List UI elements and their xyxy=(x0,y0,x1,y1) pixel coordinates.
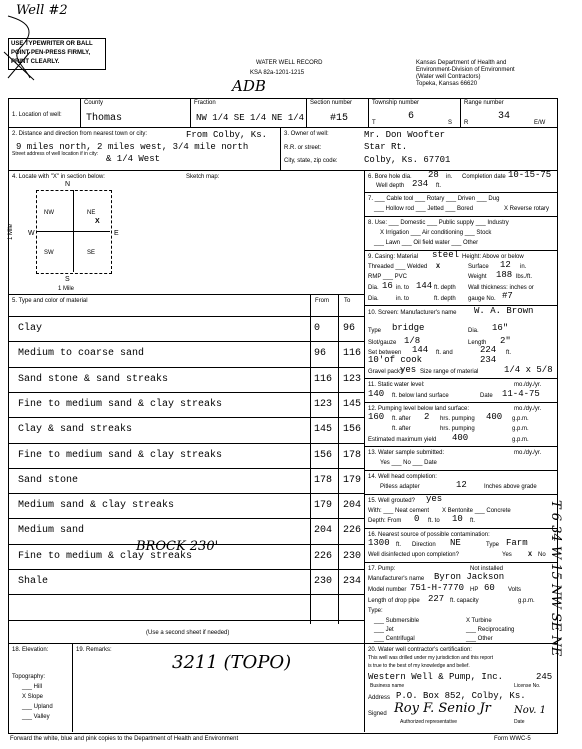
footer-instruction: Forward the white, blue and pink copies to the Department of Health and Environment xyxy=(10,736,239,742)
pump-type-label: Type: xyxy=(368,608,383,614)
yield-value: 400 xyxy=(452,433,469,443)
distance-line2: 9 miles north, 2 miles west, 3/4 mile north xyxy=(16,142,249,152)
casing-ft-depth-2: ft. depth xyxy=(434,296,456,302)
divider xyxy=(8,643,558,644)
pump-label: 17. Pump: xyxy=(368,566,396,572)
materials-row-line xyxy=(8,620,364,621)
screen-cook-to: 234 xyxy=(480,355,497,365)
disinfect-x: X xyxy=(528,552,533,558)
material-name: Shale xyxy=(18,576,49,587)
signed-date-label: Date xyxy=(514,719,525,725)
sketch-label: Sketch map: xyxy=(186,174,220,180)
material-name: Medium sand xyxy=(18,525,85,537)
screen-length-label: Length xyxy=(468,340,487,346)
material-name: Clay xyxy=(18,323,43,334)
material-from: 123 xyxy=(314,398,333,410)
bore-dia: 28 xyxy=(428,170,439,180)
screen-ft-and: ft. and xyxy=(436,350,453,356)
pumping-ft-after-1: ft. after xyxy=(392,416,411,422)
static-level: 140 xyxy=(368,389,385,399)
contractor-text2: is true to the best of my knowledge and belief. xyxy=(368,663,470,669)
use-line1: 8. Use: ___ Domestic ___ Public supply ___ Industry xyxy=(368,220,509,226)
materials-label: 5. Type and color of material xyxy=(12,298,88,304)
range-prefix: R xyxy=(464,120,469,126)
material-from: 226 xyxy=(314,550,333,562)
contractor-license: 245 xyxy=(536,672,553,682)
section-label: Section number xyxy=(310,100,353,106)
screen-set-to: 224 xyxy=(480,345,497,355)
east-label: E xyxy=(114,230,119,237)
material-from: 204 xyxy=(314,525,333,537)
pump-jet: ___ Jet xyxy=(374,627,394,633)
contam-type: Farm xyxy=(506,538,528,548)
sample-label: 13. Water sample submitted: xyxy=(368,450,445,456)
casing-dia-label-1: Dia. xyxy=(368,285,379,291)
pumping-hrs-1: hrs. pumping xyxy=(440,416,475,422)
contam-distance: 1300 xyxy=(368,538,390,548)
use-line2: X Irrigation ___ Air conditioning ___ Stock xyxy=(380,230,492,236)
section-grid xyxy=(36,190,112,274)
divider xyxy=(8,316,364,317)
pumping-after-1: 2 xyxy=(424,412,430,422)
contam-direction-label: Direction xyxy=(412,542,436,548)
materials-row-line xyxy=(8,392,364,393)
material-from: 178 xyxy=(314,474,333,486)
se-label: SE xyxy=(87,250,96,256)
contam-label: 16. Nearest source of possible contamination: xyxy=(368,532,490,538)
yield-unit: g.p.m. xyxy=(512,437,529,443)
license-label: License No. xyxy=(514,683,541,689)
topo-hill: ___ Hill xyxy=(22,684,43,690)
city-label: City, state, zip code: xyxy=(284,158,338,164)
material-from: 230 xyxy=(314,576,333,587)
head-label: 14. Well head completion: xyxy=(368,474,437,480)
typewriter-notice-line3: PRINT CLEARLY. xyxy=(11,59,60,65)
divider xyxy=(364,402,558,403)
material-to: 145 xyxy=(343,398,362,410)
material-to: 226 xyxy=(343,525,362,537)
pumping-label: 12. Pumping level below land surface: xyxy=(368,406,470,412)
materials-row-line xyxy=(8,417,364,418)
form-ksa: KSA 82a-1201-1215 xyxy=(250,70,305,76)
city-value: Colby, Ks. 67701 xyxy=(364,155,451,165)
divider xyxy=(364,562,558,563)
topography-label: Topography: xyxy=(12,674,46,680)
divider xyxy=(306,98,307,127)
topo-valley: ___ Valley xyxy=(22,714,50,720)
material-name: Fine to medium sand & clay streaks xyxy=(18,398,223,410)
divider xyxy=(364,494,558,495)
screen-length: 2" xyxy=(500,336,511,346)
material-to: 178 xyxy=(343,449,362,461)
typewriter-notice-line2: POINT PEN-PRESS FIRMLY, xyxy=(11,50,91,56)
divider xyxy=(8,127,558,128)
pump-drop: 227 xyxy=(428,594,445,604)
gauge-value: #7 xyxy=(502,291,513,301)
method-reverse-rotary: X Reverse rotary xyxy=(504,206,550,212)
casing-welded-x: X xyxy=(436,264,441,270)
divider xyxy=(368,98,369,127)
owner-label: 3. Owner of well: xyxy=(284,131,329,137)
grout-with: With: ___ Neat cement xyxy=(368,508,430,514)
bore-label: 6. Bore hole dia. xyxy=(368,174,412,180)
head-pitless: Pitless adapter xyxy=(380,484,420,490)
signed-label: Signed xyxy=(368,711,387,717)
material-name: Sand stone & sand streaks xyxy=(18,373,169,385)
divider xyxy=(364,170,365,643)
grout-depth-label: Depth: From xyxy=(368,518,402,524)
pump-other: ___ Other xyxy=(466,636,493,642)
pump-model-label: Model number xyxy=(368,587,407,593)
business-name-label: Business name xyxy=(370,683,405,689)
casing-dia-1: 16 xyxy=(382,281,393,291)
screen-dia-label: Dia. xyxy=(468,328,479,334)
pump-capacity: ft. capacity xyxy=(450,598,479,604)
agency-line4: Topeka, Kansas 66620 xyxy=(416,81,478,87)
contam-type-label: Type xyxy=(486,542,500,548)
materials-row-line xyxy=(8,594,364,595)
material-to: 96 xyxy=(343,323,356,334)
pump-hp-label: HP xyxy=(470,587,479,593)
gravel-size-label: Size range of material xyxy=(420,369,479,375)
screen-type-label: Type xyxy=(368,328,382,334)
grout-ft: ft. xyxy=(470,518,476,524)
pump-submersible: ___ Submersible xyxy=(374,618,420,624)
screen-label: 10. Screen: Manufacturer's name xyxy=(368,310,457,316)
wall-thickness-label: Wall thickness: inches or xyxy=(468,285,534,291)
casing-in-to-1: in. to xyxy=(396,285,410,291)
distance-line1: From Colby, Ks. xyxy=(186,130,268,140)
pump-mfr-label: Manufacturer's name xyxy=(368,576,425,582)
well-number-annotation: Well #2 xyxy=(16,3,68,18)
divider xyxy=(364,250,558,251)
locate-label: 4. Locate with "X" in section below: xyxy=(12,174,105,180)
pump-reciprocating: ___ Reciprocating xyxy=(466,627,515,633)
divider xyxy=(364,192,558,193)
second-sheet-note: (Use a second sheet if needed) xyxy=(146,630,230,636)
materials-row-line xyxy=(8,569,364,570)
pump-turbine: X Turbine xyxy=(466,618,492,624)
head-value: 12 xyxy=(456,480,467,490)
material-from: 179 xyxy=(314,500,333,512)
form-title: WATER WELL RECORD xyxy=(256,60,323,66)
yield-label: Estimated maximum yield xyxy=(368,437,437,443)
county-value: Thomas xyxy=(86,113,123,124)
material-from: 156 xyxy=(314,449,333,461)
completion-date: 10-15-75 xyxy=(508,170,552,180)
divider xyxy=(364,216,558,217)
head-unit: Inches above grade xyxy=(484,484,537,490)
grid-horizontal-line xyxy=(36,231,110,232)
typewriter-notice-line1: USE TYPEWRITER OR BALL xyxy=(11,41,93,47)
footer-form-number: Form WWC-5 xyxy=(494,736,531,742)
contractor-label: 20. Water well contractor's certification: xyxy=(368,647,472,653)
pump-not-installed: Not installed xyxy=(470,566,504,572)
screen-slot: 1/8 xyxy=(404,336,421,346)
completion-label: Completion date xyxy=(462,174,506,180)
sw-label: SW xyxy=(44,250,54,256)
section-value: #15 xyxy=(330,113,349,124)
material-name: Fine to medium & clay streaks xyxy=(18,550,193,562)
casing-label: 9. Casing: Material xyxy=(368,254,419,260)
fraction-value: NW 1/4 SE 1/4 NE 1/4 xyxy=(196,113,305,123)
range-label: Range number xyxy=(464,100,504,106)
typewriter-notice-box xyxy=(8,38,106,70)
disinfect-label: Well disinfected upon completion? xyxy=(368,552,459,558)
township-value: 6 xyxy=(408,111,415,122)
pump-centrifugal: ___ Centrifugal xyxy=(374,636,415,642)
sample-unit: mo./dy./yr. xyxy=(514,450,542,456)
sample-line2: Yes ___ No ___ Date xyxy=(380,460,437,466)
static-date: 11-4-75 xyxy=(502,389,540,399)
rr-value: Star Rt. xyxy=(364,142,408,152)
material-name: Medium to coarse sand xyxy=(18,348,145,360)
divider xyxy=(364,378,558,379)
gravel-label: Gravel pack? xyxy=(368,369,404,375)
static-label: 11. Static water level: xyxy=(368,382,425,388)
materials-row-line xyxy=(8,367,364,368)
pump-drop-label: Length of drop pipe xyxy=(368,598,420,604)
screen-set-from: 144 xyxy=(412,345,429,355)
pumping-gpm-1: 400 xyxy=(486,412,503,422)
materials-row-line xyxy=(8,341,364,342)
divider xyxy=(364,643,365,732)
from-header: From xyxy=(315,298,329,304)
gravel-value: yes xyxy=(400,365,417,375)
range-value: 34 xyxy=(498,111,511,122)
north-label: N xyxy=(65,181,71,188)
location-label: 1. Location of well: xyxy=(12,112,62,118)
casing-weight-label: Weight xyxy=(468,274,487,280)
casing-weight-unit: lbs./ft. xyxy=(516,274,533,280)
divider xyxy=(190,98,191,127)
pumping-gpm-unit-1: g.p.m. xyxy=(512,416,529,422)
topo-upland: ___ Upland xyxy=(22,704,53,710)
bore-in: in. xyxy=(446,174,453,180)
divider xyxy=(72,643,73,732)
pumping-ft-1: 160 xyxy=(368,412,385,422)
material-to: 116 xyxy=(343,348,362,360)
township-prefix: T xyxy=(372,120,376,126)
brock-annotation: BROCK 230' xyxy=(136,539,219,554)
screen-manufacturer: W. A. Brown xyxy=(474,306,534,316)
screen-type: bridge xyxy=(392,323,425,333)
casing-rmp: RMP ___ PVC xyxy=(368,274,407,280)
materials-row-line xyxy=(8,493,364,494)
gravel-size: 1/4 x 5/8 xyxy=(504,365,553,375)
grout-bentonite: X Bentonite ___ Concrete xyxy=(442,508,511,514)
gauge-label: gauge No. xyxy=(468,296,496,302)
pumping-hrs-2: hrs. pumping xyxy=(440,426,475,432)
grout-value: yes xyxy=(426,494,443,504)
contractor-signature: Roy F. Senio Jr xyxy=(394,701,491,716)
distance-line3: & 1/4 West xyxy=(106,154,161,164)
to-header: To xyxy=(344,298,351,304)
township-suffix: S xyxy=(448,120,453,126)
casing-to-1: 144 xyxy=(416,281,433,291)
pumping-gpm-unit-2: g.p.m. xyxy=(512,426,529,432)
casing-surface-label: Surface xyxy=(468,264,489,270)
screen-ft: ft. xyxy=(506,350,512,356)
material-from: 145 xyxy=(314,424,333,436)
casing-ft-depth-1: ft. depth xyxy=(434,285,456,291)
materials-row-line xyxy=(8,468,364,469)
material-to: 179 xyxy=(343,474,362,486)
material-from: 96 xyxy=(314,348,327,360)
casing-height-label: Height: Above or below xyxy=(462,254,524,260)
casing-weight-value: 188 xyxy=(496,270,513,280)
remarks-annotation: 3211 (TOPO) xyxy=(172,652,292,673)
divider xyxy=(8,170,558,171)
divider xyxy=(364,446,558,447)
materials-row-line xyxy=(8,443,364,444)
contractor-text1: This well was drilled under my jurisdiction and this report xyxy=(368,655,494,661)
distance-label: 2. Distance and direction from nearest town or city: xyxy=(12,131,148,137)
material-from: 116 xyxy=(314,373,333,385)
south-label: S xyxy=(65,276,70,283)
casing-threaded: Threaded ___ Welded xyxy=(368,264,428,270)
material-name: Clay & sand streaks xyxy=(18,424,133,436)
pump-gpm: g.p.m. xyxy=(518,598,535,604)
material-to: 156 xyxy=(343,424,362,436)
depth-ft: ft. xyxy=(436,183,442,189)
divider xyxy=(80,98,81,127)
material-to: 123 xyxy=(343,373,362,385)
screen-slot-label: Slot/gauze xyxy=(368,340,397,346)
method-line1: 7. ___ Cable tool ___ Rotary ___ Driven ___ Dug xyxy=(368,196,500,202)
material-to: 234 xyxy=(343,576,362,587)
material-to: 230 xyxy=(343,550,362,562)
contam-direction: NE xyxy=(450,538,461,548)
grout-from: 0 xyxy=(414,514,420,524)
street-label: Street address of well location if in city: xyxy=(12,151,99,157)
agency-line3: (Water well Contractors) xyxy=(416,74,481,80)
pump-hp: 60 xyxy=(484,583,495,593)
casing-dia-label-2: Dia. xyxy=(368,296,379,302)
method-line2: ___ Hollow rod ___ Jetted ___ Bored xyxy=(374,206,474,212)
pump-volts: Volts xyxy=(508,587,522,593)
divider xyxy=(364,470,558,471)
screen-cook: 10'of cook xyxy=(368,355,423,365)
authorized-label: Authorized representative xyxy=(400,719,457,725)
grout-label: 15. Well grouted? xyxy=(368,498,415,504)
mile-horizontal-label: 1 Mile xyxy=(58,286,75,292)
ne-label: NE xyxy=(87,210,96,216)
divider xyxy=(460,98,461,127)
grout-ft-to: ft. to xyxy=(428,518,440,524)
screen-set-label: Set between xyxy=(368,350,402,356)
casing-material: steel xyxy=(432,250,460,260)
owner-name: Mr. Don Woofter xyxy=(364,130,446,140)
remarks-label: 19. Remarks: xyxy=(76,647,112,653)
well-location-x: X xyxy=(95,218,100,225)
rr-label: R.R. or street: xyxy=(284,145,322,151)
material-name: Sand stone xyxy=(18,474,79,486)
depth-value: 234 xyxy=(412,179,429,189)
fraction-label: Fraction xyxy=(194,100,216,106)
divider xyxy=(280,127,281,170)
contractor-name: Western Well & Pump, Inc. xyxy=(368,672,504,682)
contam-ft: ft. xyxy=(396,542,402,548)
casing-surface-in: in. xyxy=(520,264,527,270)
material-name: Fine to medium sand & clay streaks xyxy=(18,449,223,461)
elevation-label: 18. Elevation: xyxy=(12,647,49,653)
contractor-address: P.O. Box 852, Colby, Ks. xyxy=(396,691,526,701)
county-label: County xyxy=(84,100,104,106)
grout-to: 10 xyxy=(452,514,463,524)
mile-vertical-label: 1 Mile xyxy=(8,223,14,240)
material-name: Medium sand & clay streaks xyxy=(18,500,175,512)
nw-label: NW xyxy=(44,210,54,216)
range-suffix: E/W xyxy=(534,120,546,126)
adb-annotation: ADB xyxy=(232,77,266,95)
side-annotation: T 6 34 W 15 NW SE NE xyxy=(548,500,563,657)
disinfect-no: No xyxy=(538,552,546,558)
township-label: Township number xyxy=(372,100,420,106)
depth-label: Well depth xyxy=(376,183,405,189)
material-from: 0 xyxy=(314,323,321,334)
materials-row-line xyxy=(8,518,364,519)
static-unit: mo./dy./yr. xyxy=(514,382,542,388)
pumping-unit: mo./dy./yr. xyxy=(514,406,542,412)
agency-line1: Kansas Department of Health and xyxy=(416,60,507,66)
casing-surface-value: 12 xyxy=(500,260,511,270)
pumping-ft-after-2: ft. after xyxy=(392,426,411,432)
static-date-label: Date xyxy=(480,393,493,399)
agency-line2: Environment-Division of Environment xyxy=(416,67,515,73)
static-below: ft. below land surface xyxy=(392,393,449,399)
divider xyxy=(310,294,311,624)
disinfect-yes: Yes xyxy=(502,552,512,558)
screen-dia: 16" xyxy=(492,323,509,333)
divider xyxy=(338,294,339,624)
topo-slope: X Slope xyxy=(22,694,44,700)
contractor-date: Nov. 1 xyxy=(514,705,546,716)
address-label: Address xyxy=(368,695,391,701)
west-label: W xyxy=(28,230,35,237)
pump-mfr: Byron Jackson xyxy=(434,572,505,582)
casing-in-to-2: in. to xyxy=(396,296,410,302)
material-to: 204 xyxy=(343,500,362,512)
pump-model: 751-H-7770 xyxy=(410,583,465,593)
use-line3: ___ Lawn ___ Oil field water ___ Other xyxy=(374,240,479,246)
divider xyxy=(364,528,558,529)
